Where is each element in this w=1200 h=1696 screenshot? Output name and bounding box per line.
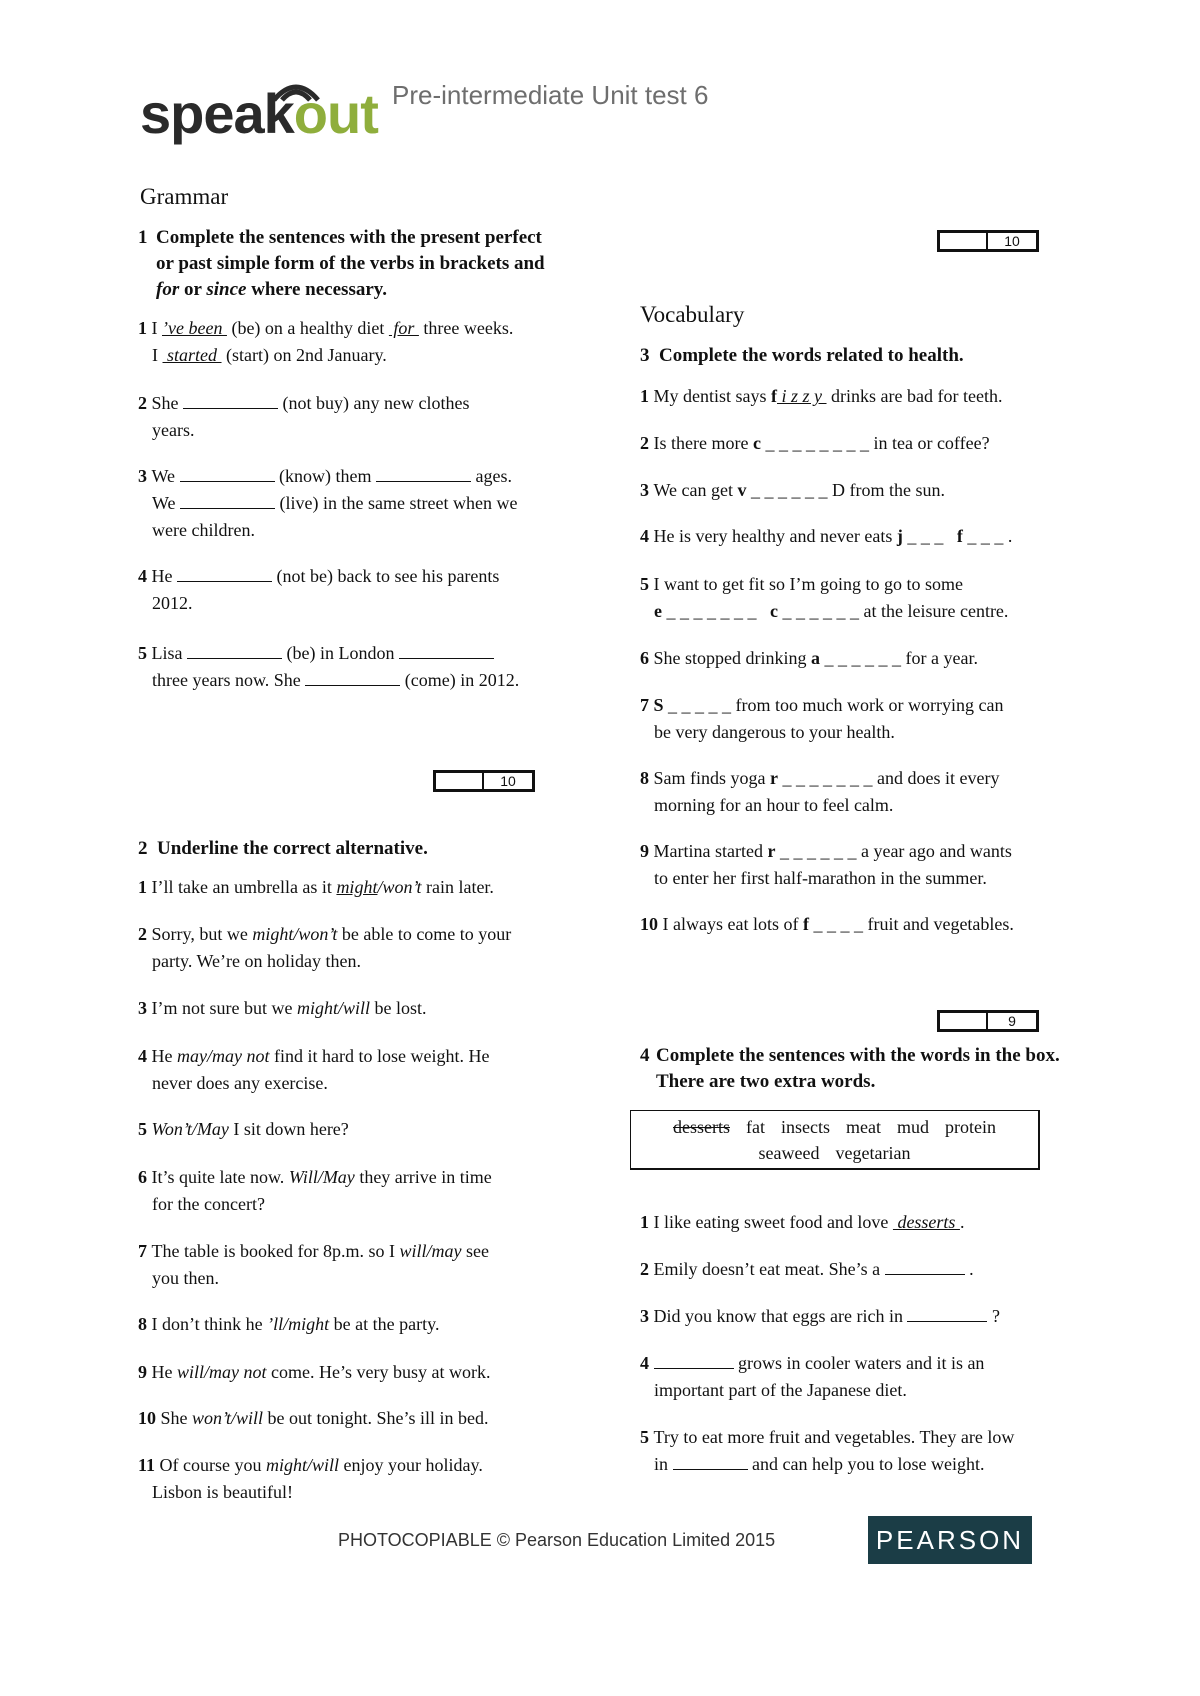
question-text: I’ll take an umbrella as it xyxy=(151,877,337,897)
question-item xyxy=(640,571,1080,625)
question-number: 5 xyxy=(640,1427,654,1447)
question-text: . xyxy=(959,1212,965,1232)
question-text: I xyxy=(152,345,163,365)
question-number: 8 xyxy=(640,768,654,788)
answer-text: might xyxy=(336,877,378,897)
question-item xyxy=(640,645,1080,672)
answer-blank[interactable] xyxy=(180,463,275,482)
alternatives-text: will/may not xyxy=(177,1362,267,1382)
question-number: 2 xyxy=(138,924,152,944)
question-text: in xyxy=(654,1454,673,1474)
question-number: 3 xyxy=(640,1306,654,1326)
alternatives-text: will/may xyxy=(399,1241,462,1261)
question-text: morning for an hour to feel calm. xyxy=(654,795,894,815)
question-number: 2 xyxy=(640,1259,654,1279)
question-text: to enter her first half-marathon in the summer. xyxy=(654,868,987,888)
question-text: (be) on a healthy diet xyxy=(226,318,389,338)
question-text: _ _ _ _ _ _ at the leisure centre. xyxy=(778,601,1009,621)
copyright-footer: PHOTOCOPIABLE © Pearson Education Limited 2015 xyxy=(338,1530,776,1550)
question-item xyxy=(640,1424,1080,1478)
question-number: 4 xyxy=(138,566,152,586)
question-text: _ _ _ _ _ _ _ and does it every xyxy=(778,768,1000,788)
question-number: 5 xyxy=(138,1119,152,1139)
question-text: _ _ _ _ _ _ D from the sun. xyxy=(746,480,945,500)
letter-hint: f xyxy=(771,386,778,406)
question-text: be lost. xyxy=(369,998,427,1018)
letter-hint: r xyxy=(770,768,778,788)
alternatives-text: might/won’t xyxy=(252,924,338,944)
question-text: see xyxy=(461,1241,489,1261)
box-word: insects xyxy=(780,1117,830,1137)
ex4-instruction: 4 Complete the sentences with the words in the box. There are two extra words. xyxy=(640,1045,1060,1092)
question-text: _ _ _ xyxy=(902,526,957,546)
question-item xyxy=(138,1311,578,1338)
question-number: 4 xyxy=(640,1353,654,1373)
answer-blank[interactable] xyxy=(673,1451,748,1470)
question-text: be at the party. xyxy=(329,1314,440,1334)
question-text: and can help you to lose weight. xyxy=(747,1454,985,1474)
question-number: 3 xyxy=(138,466,152,486)
box-word: protein xyxy=(944,1117,996,1137)
question-text: _ _ _ _ _ from too much work or worrying can xyxy=(663,695,1004,715)
unit-title: Pre-intermediate Unit test 6 xyxy=(392,80,709,110)
question-text: rain later. xyxy=(421,877,494,897)
question-text: My dentist says xyxy=(653,386,772,406)
letter-hint: r xyxy=(767,841,776,861)
question-text: Sam finds yoga xyxy=(653,768,770,788)
question-number: 10 xyxy=(640,914,663,934)
ex2-score: 10 xyxy=(986,233,1036,249)
question-number: 3 xyxy=(640,480,654,500)
question-item xyxy=(138,563,578,617)
letter-hint: a xyxy=(811,648,820,668)
question-item xyxy=(138,1452,578,1506)
question-text: Sorry, but we xyxy=(151,924,253,944)
word-box xyxy=(630,1110,1040,1170)
question-text: for the concert? xyxy=(152,1194,265,1214)
question-text: . xyxy=(964,1259,974,1279)
ex1-instruction: 1 Complete the sentences with the present perfect or past simple form of the verbs in brackets and for or since where necessary. xyxy=(138,227,545,300)
question-text: Emily doesn’t eat meat. She’s a xyxy=(653,1259,885,1279)
question-text: enjoy your holiday. xyxy=(339,1455,483,1475)
grammar-heading: Grammar xyxy=(140,184,229,209)
speakout-logo xyxy=(140,76,385,146)
question-item xyxy=(138,315,578,369)
question-item xyxy=(138,1116,578,1143)
question-text: _ _ _ _ _ _ a year ago and wants xyxy=(775,841,1012,861)
question-text: He xyxy=(151,566,177,586)
question-text: three years now. She xyxy=(152,670,306,690)
question-text: drinks are bad for teeth. xyxy=(826,386,1003,406)
question-text: _ _ _ _ _ _ _ _ in tea or coffee? xyxy=(760,433,990,453)
answer-blank[interactable] xyxy=(305,667,400,686)
question-number: 1 xyxy=(138,877,152,897)
question-item xyxy=(138,640,578,694)
letter-hint: f xyxy=(956,526,963,546)
question-text: (start) on 2nd January. xyxy=(221,345,387,365)
box-word: desserts xyxy=(673,1117,730,1137)
question-text: He xyxy=(151,1046,177,1066)
logo-text-speak: speak xyxy=(140,82,294,145)
answer-text: desserts xyxy=(892,1212,960,1232)
question-text: I xyxy=(151,318,162,338)
question-text: (know) them xyxy=(274,466,377,486)
question-number: 11 xyxy=(138,1455,160,1475)
question-number: 2 xyxy=(138,393,152,413)
answer-blank[interactable] xyxy=(183,390,278,409)
letter-hint: v xyxy=(737,480,747,500)
question-text: The table is booked for 8p.m. so I xyxy=(151,1241,400,1261)
answer-blank[interactable] xyxy=(885,1256,965,1275)
question-text: were children. xyxy=(152,520,255,540)
question-text: Martina started xyxy=(653,841,768,861)
answer-text: i z z y xyxy=(777,386,827,406)
question-text: Is there more xyxy=(653,433,753,453)
letter-hint: f xyxy=(802,914,809,934)
question-text: three weeks. xyxy=(418,318,514,338)
question-item xyxy=(138,1405,578,1432)
question-text: (not be) back to see his parents xyxy=(272,566,500,586)
answer-text: for xyxy=(388,318,419,338)
question-item xyxy=(138,463,578,544)
question-item xyxy=(138,874,578,901)
question-text: _ _ _ _ fruit and vegetables. xyxy=(808,914,1014,934)
letter-hint: c xyxy=(770,601,778,621)
ex2-score-box xyxy=(937,230,1039,252)
box-word: seaweed xyxy=(758,1143,820,1163)
alternatives-text: won’t/will xyxy=(192,1408,264,1428)
question-text: Lisa xyxy=(151,643,187,663)
ex1-score-box xyxy=(433,770,535,792)
question-text: party. We’re on holiday then. xyxy=(152,951,361,971)
question-number: 3 xyxy=(138,998,152,1018)
question-item xyxy=(640,765,1080,819)
question-number: 4 xyxy=(138,1046,152,1066)
question-text: (live) in the same street when we xyxy=(275,493,518,513)
question-text: It’s quite late now. xyxy=(151,1167,289,1187)
ex3-instruction: 3 Complete the words related to health. xyxy=(640,345,964,366)
box-word: fat xyxy=(746,1117,765,1137)
alternatives-text: might/will xyxy=(296,998,370,1018)
question-text: come. He’s very busy at work. xyxy=(266,1362,491,1382)
question-item xyxy=(640,1209,1080,1236)
letter-hint: S xyxy=(653,695,664,715)
ex1-number: 1 xyxy=(138,227,148,248)
question-text: I don’t think he xyxy=(151,1314,268,1334)
box-word: meat xyxy=(845,1117,881,1137)
question-number: 1 xyxy=(640,1212,654,1232)
question-number: 1 xyxy=(640,386,654,406)
question-text: (be) in London xyxy=(282,643,399,663)
box-word: mud xyxy=(896,1117,929,1137)
box-word: vegetarian xyxy=(835,1143,911,1163)
question-text: I want to get fit so I’m going to go to some xyxy=(653,574,963,594)
question-text: Try to eat more fruit and vegetables. They are low xyxy=(653,1427,1015,1447)
question-item xyxy=(640,383,1080,410)
question-item xyxy=(138,1359,578,1386)
question-item xyxy=(640,477,1080,504)
question-item xyxy=(138,1043,578,1097)
question-text: _ _ _ . xyxy=(962,526,1013,546)
question-item xyxy=(640,523,1080,550)
letter-hint: c xyxy=(752,433,761,453)
question-text: We xyxy=(152,493,181,513)
question-item xyxy=(640,1256,1080,1283)
question-text: grows in cooler waters and it is an xyxy=(733,1353,985,1373)
question-text: ? xyxy=(987,1306,1000,1326)
question-number: 5 xyxy=(138,643,152,663)
question-number: 9 xyxy=(640,841,654,861)
answer-text: started xyxy=(162,345,222,365)
ex3-score: 9 xyxy=(986,1013,1036,1029)
ex1-score: 10 xyxy=(482,773,532,789)
alternatives-text: Will/May xyxy=(288,1167,355,1187)
question-item xyxy=(640,838,1080,892)
question-text: 2012. xyxy=(152,593,193,613)
question-number: 1 xyxy=(138,318,152,338)
question-text: important part of the Japanese diet. xyxy=(654,1380,907,1400)
question-number: 8 xyxy=(138,1314,152,1334)
question-item xyxy=(138,1238,578,1292)
question-number: 7 xyxy=(640,695,654,715)
question-item xyxy=(138,995,578,1022)
answer-blank[interactable] xyxy=(177,563,272,582)
question-item xyxy=(640,1303,1080,1330)
logo-text-out: out xyxy=(293,82,378,145)
question-number: 6 xyxy=(640,648,654,668)
ex2-instruction: 2 Underline the correct alternative. xyxy=(138,838,428,859)
question-item xyxy=(640,430,1080,457)
letter-hint: e xyxy=(654,601,662,621)
question-text: She xyxy=(151,393,183,413)
question-number: 7 xyxy=(138,1241,152,1261)
question-text: ages. xyxy=(471,466,513,486)
question-text: be out tonight. She’s ill in bed. xyxy=(263,1408,489,1428)
answer-blank[interactable] xyxy=(180,490,275,509)
question-text: I always eat lots of xyxy=(662,914,803,934)
question-text: She xyxy=(160,1408,192,1428)
question-item xyxy=(138,921,578,975)
question-text: be able to come to your xyxy=(337,924,512,944)
alternatives-text: Won’t/May xyxy=(151,1119,229,1139)
question-item xyxy=(138,1164,578,1218)
answer-blank[interactable] xyxy=(654,1350,734,1369)
answer-blank[interactable] xyxy=(399,640,494,659)
letter-hint: j xyxy=(896,526,903,546)
alternatives-text: might/will xyxy=(266,1455,340,1475)
question-text: find it hard to lose weight. He xyxy=(269,1046,490,1066)
question-text: years. xyxy=(152,420,195,440)
question-text: you then. xyxy=(152,1268,219,1288)
question-item xyxy=(640,692,1080,746)
question-text: Did you know that eggs are rich in xyxy=(653,1306,908,1326)
question-text: Of course you xyxy=(159,1455,266,1475)
question-text: (not buy) any new clothes xyxy=(278,393,470,413)
question-text: (come) in 2012. xyxy=(400,670,520,690)
question-text: _ _ _ _ _ _ for a year. xyxy=(820,648,978,668)
vocabulary-heading: Vocabulary xyxy=(640,302,745,327)
question-text: I like eating sweet food and love xyxy=(653,1212,893,1232)
question-number: 5 xyxy=(640,574,654,594)
alternatives-text: /won’t xyxy=(377,877,422,897)
answer-blank[interactable] xyxy=(907,1303,987,1322)
answer-blank[interactable] xyxy=(187,640,282,659)
question-number: 2 xyxy=(640,433,654,453)
question-text: Lisbon is beautiful! xyxy=(152,1482,293,1502)
question-text: _ _ _ _ _ _ _ xyxy=(662,601,770,621)
question-item xyxy=(138,390,578,444)
answer-text: ’ve been xyxy=(162,318,227,338)
question-text: I sit down here? xyxy=(228,1119,349,1139)
question-item xyxy=(640,911,1080,938)
question-number: 10 xyxy=(138,1408,161,1428)
question-number: 4 xyxy=(640,526,654,546)
answer-blank[interactable] xyxy=(376,463,471,482)
question-text: We xyxy=(151,466,180,486)
ex3-score-box xyxy=(937,1010,1039,1032)
question-text: I’m not sure but we xyxy=(151,998,297,1018)
question-text: be very dangerous to your health. xyxy=(654,722,895,742)
question-text: never does any exercise. xyxy=(152,1073,328,1093)
question-number: 6 xyxy=(138,1167,152,1187)
alternatives-text: may/may not xyxy=(177,1046,270,1066)
alternatives-text: ’ll/might xyxy=(267,1314,330,1334)
question-text: She stopped drinking xyxy=(653,648,811,668)
question-text: He xyxy=(151,1362,177,1382)
question-text: We can get xyxy=(653,480,738,500)
pearson-logo: PEARSON xyxy=(868,1516,1032,1564)
question-text: He is very healthy and never eats xyxy=(653,526,897,546)
question-number: 9 xyxy=(138,1362,152,1382)
question-item xyxy=(640,1350,1080,1404)
question-text: they arrive in time xyxy=(354,1167,492,1187)
